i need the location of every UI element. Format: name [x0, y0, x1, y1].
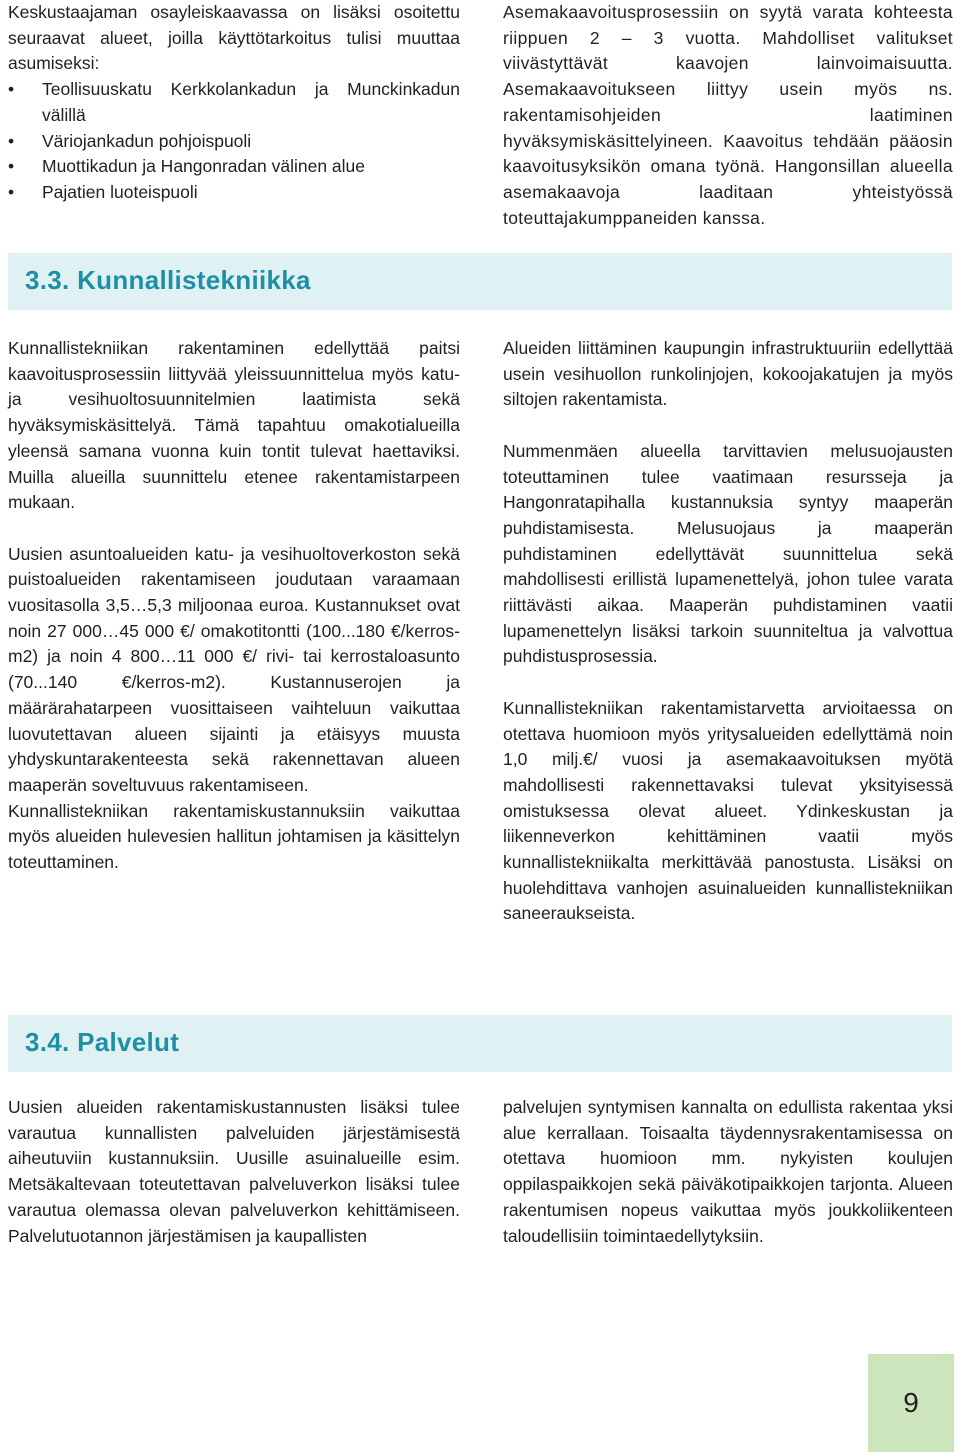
- area-list: [8, 77, 460, 206]
- section-heading-kunnallistekniikka: 3.3. Kunnallistekniikka: [25, 265, 311, 295]
- paragraph: Kunnallistekniikan rakentamiskustannuksiin vaikuttaa myös alueiden hulevesien hallitun johtamisen ja käsittelyn toteuttaminen.: [8, 800, 460, 873]
- section-header-band: [8, 1015, 952, 1072]
- section-34-right-column: [503, 1095, 953, 1249]
- paragraph: Kunnallistekniikan rakentaminen edellyttää paitsi kaavoitusprosessiin liittyvää yleissuunnittelua myös katu- ja vesihuoltosuunnitelmien laatimista sekä hyväksymiskäsittelyä. Tämä tapahtuu omakotialueilla yleensä samana vuonna kuin tontit tulevat haettaviksi. Muilla alueilla suunnittelu etenee rakentamistarpeen mukaan.: [8, 338, 460, 513]
- paragraph: Nummenmäen alueella tarvittavien melusuojausten toteuttaminen tulee vaatimaan resursseja ja Hangonratapihalla kustannuksia syntyy maaperän puhdistamisesta. Melusuojaus ja maaperän puhdistaminen edellyttävät suunnittelua sekä mahdollisesti erillistä lupamenettelyä, johon tulee varata riittävästi aikaa. Maaperän puhdistaminen vaatii lupamenettelyn lisäksi tarkoin suunniteltua ja valvottua puhdistusprosessia.: [503, 440, 953, 667]
- section-33-left-column: [8, 336, 460, 876]
- section-33-right-column: [503, 336, 953, 927]
- intro-paragraph: Keskustaajaman osayleiskaavassa on lisäksi osoitettu seuraavat alueet, joilla käyttötarkoitus tulisi muuttaa asumiseksi:: [8, 2, 460, 74]
- list-item: • Pajatien luoteispuoli: [8, 180, 460, 206]
- paragraph: Kunnallistekniikan rakentamistarvetta arvioitaessa on otettava huomioon myös yritysalueiden edellyttämä noin 1,0 milj.€/ vuosi ja asemakaavoituksen myötä mahdollisesti rakennettavaksi tulevat yksityisessä omistuksessa olevat alueet. Ydinkeskustan ja liikenneverkon kehittäminen vaatii myös kunnallistekniikalta merkittävää panostusta. Lisäksi on huolehdittava vanhojen asuinalueiden kunnallistekniikan saneeraukseista.: [503, 697, 953, 924]
- bullet-icon: •: [8, 181, 15, 202]
- list-item: • Teollisuuskatu Kerkkolankadun ja Munckinkadun välillä: [8, 79, 460, 125]
- planning-paragraph: Asemakaavoitusprosessiin on syytä varata kohteesta riippuen 2 – 3 vuotta. Mahdolliset valitukset viivästyttävät kaavojen lainvoimaisuutta. Asemakaavoitukseen liittyy usein myös ns. rakentamisohjeiden laatiminen hyväksymiskäsittelyineen. Kaavoitus tehdään pääosin kaavoitusyksikön omana työnä. Hangonsillan alueella asemakaavoja laaditaan yhteistyössä toteuttajakumppaneiden kanssa.: [503, 2, 953, 228]
- section-header-band: [8, 253, 952, 310]
- paragraph: Alueiden liittäminen kaupungin infrastruktuuriin edellyttää usein vesihuollon runkolinjojen, kokoojakatujen ja myös siltojen rakentamista.: [503, 338, 953, 410]
- list-item: • Muottikadun ja Hangonradan välinen alue: [8, 154, 460, 180]
- paragraph: palvelujen syntymisen kannalta on edullista rakentaa yksi alue kerrallaan. Toisaalta täydennysrakentamisessa on otettava huomioon mm. nykyisten koulujen oppilaspaikkojen sekä päiväkotipaikkojen tarjonta. Alueen rakentumisen nopeus vaikuttaa myös joukkoliikenteen taloudellisiin toimintaedellytyksiin.: [503, 1097, 953, 1246]
- bullet-icon: •: [8, 79, 15, 100]
- top-right-column: [503, 0, 953, 231]
- page-number: 9: [903, 1387, 919, 1418]
- top-left-column: [8, 0, 460, 206]
- section-34-left-column: [8, 1095, 460, 1249]
- section-heading-palvelut: 3.4. Palvelut: [25, 1027, 180, 1057]
- bullet-icon: •: [8, 156, 15, 177]
- list-item: • Väriojankadun pohjoispuoli: [8, 129, 460, 155]
- page-number-box: [868, 1354, 954, 1452]
- bullet-icon: •: [8, 130, 15, 151]
- paragraph: Uusien alueiden rakentamiskustannusten lisäksi tulee varautua kunnallisten palveluiden järjestämisestä aiheutuviin kustannuksiin. Uusille asuinalueille esim. Metsäkaltevaan toteutettavan palveluverkon lisäksi tulee varautua olemassa olevan palveluverkon kehittämiseen. Palvelutuotannon järjestämisen ja kaupallisten: [8, 1097, 460, 1246]
- paragraph: Uusien asuntoalueiden katu- ja vesihuoltoverkoston sekä puistoalueiden rakentamiseen joudutaan varaamaan vuositasolla 3,5…5,3 miljoonaa euroa. Kustannukset ovat noin 27 000…45 000 €/ omakotitontti (100...180 €/kerros-m2) ja noin 4 800…11 000 €/ rivi- tai kerrostaloasunto (70...140 €/kerros-m2). Kustannuserojen ja määrärahatarpeen vuosittaiseen vaihteluun vaikuttaa luovutettavan alueen sijainti ja etäisyys muusta yhdyskuntarakenteesta sekä rakennettavan alueen maaperän soveltuvuus rakentamiseen.: [8, 543, 460, 795]
